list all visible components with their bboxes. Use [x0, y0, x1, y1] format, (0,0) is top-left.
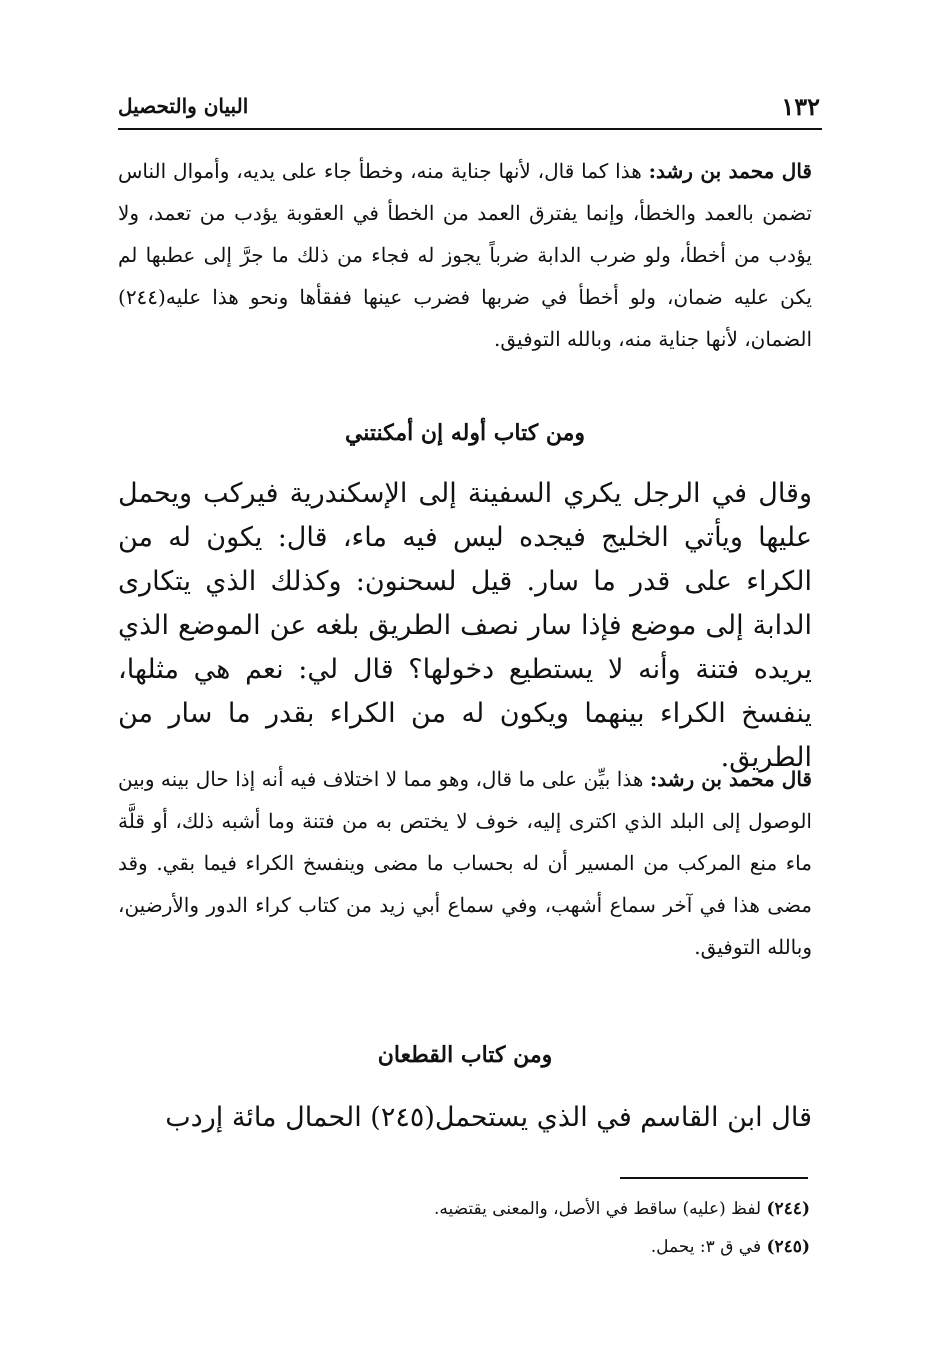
main-text-paragraph-2: قال ابن القاسم في الذي يستحمل(٢٤٥) الحمال مائة إردب — [165, 1102, 812, 1133]
running-header — [118, 92, 820, 126]
main-text-paragraph-1: وقال في الرجل يكري السفينة إلى الإسكندرية فيركب ويحمل عليها ويأتي الخليج فيجده ليس فيه ماء، قال: يكون له من الكراء على قدر ما سار. قيل لسحنون: وكذلك الذي يتكارى الدابة إلى موضع فإذا سار نصف الطريق بلغه عن الموضع الذي يريده فتنة وأنه لا يستطيع دخولها؟ قال لي: نعم هي مثلها، ينفسخ الكراء بينهما ويكون له من الكراء بقدر ما سار من الطريق. — [118, 478, 812, 773]
footnote-text: لفظ (عليه) ساقط في الأصل، والمعنى يقتضيه. — [433, 1199, 762, 1219]
commentary-lead: قال محمد بن رشد: — [648, 159, 812, 183]
footnote-244 — [118, 1190, 810, 1228]
section-heading-1: ومن كتاب أوله إن أمكنتني — [344, 420, 586, 446]
footnote-number: (٢٤٤) — [766, 1199, 810, 1219]
commentary-lead: قال محمد بن رشد: — [649, 767, 812, 791]
footnote-number: (٢٤٥) — [766, 1237, 810, 1257]
page-number: ١٣٢ — [781, 92, 820, 121]
commentary-paragraph-1 — [118, 150, 812, 360]
commentary-paragraph-2 — [118, 758, 812, 968]
header-rule — [118, 128, 822, 130]
footnote-245 — [118, 1228, 810, 1266]
section-heading-2: ومن كتاب القطعان — [377, 1042, 553, 1068]
footnote-text: في ق ٣: يحمل. — [650, 1237, 762, 1257]
footnote-rule — [620, 1177, 808, 1179]
footnotes — [118, 1190, 810, 1266]
commentary-text: هذا بيِّن على ما قال، وهو مما لا اختلاف فيه أنه إذا حال بينه وبين الوصول إلى البلد الذي اكترى إليه، خوف لا يختص به من فتنة وما أشبه ذلك، أو قلَّة ماء منع المركب من المسير أن له بحساب ما مضى وينفسخ الكراء فيما بقي. وقد مضى هذا في آخر سماع أشهب، وفي سماع أبي زيد من كتاب كراء الدور والأرضين، وبالله التوفيق. — [118, 767, 812, 959]
running-title: البيان والتحصيل — [118, 94, 249, 118]
commentary-text: هذا كما قال، لأنها جناية منه، وخطأ جاء على يديه، وأموال الناس تضمن بالعمد والخطأ، وإنما يفترق العمد من الخطأ في العقوبة يؤدب من تعمد، ولا يؤدب من أخطأ، ولو ضرب الدابة ضرباً يجوز له فجاء من ذلك ما جرَّ إلى عطبها لم يكن عليه ضمان، ولو أخطأ في ضربها فضرب عينها ففقأها ونحو هذا عليه(٢٤٤) الضمان، لأنها جناية منه، وبالله التوفيق. — [118, 159, 812, 351]
